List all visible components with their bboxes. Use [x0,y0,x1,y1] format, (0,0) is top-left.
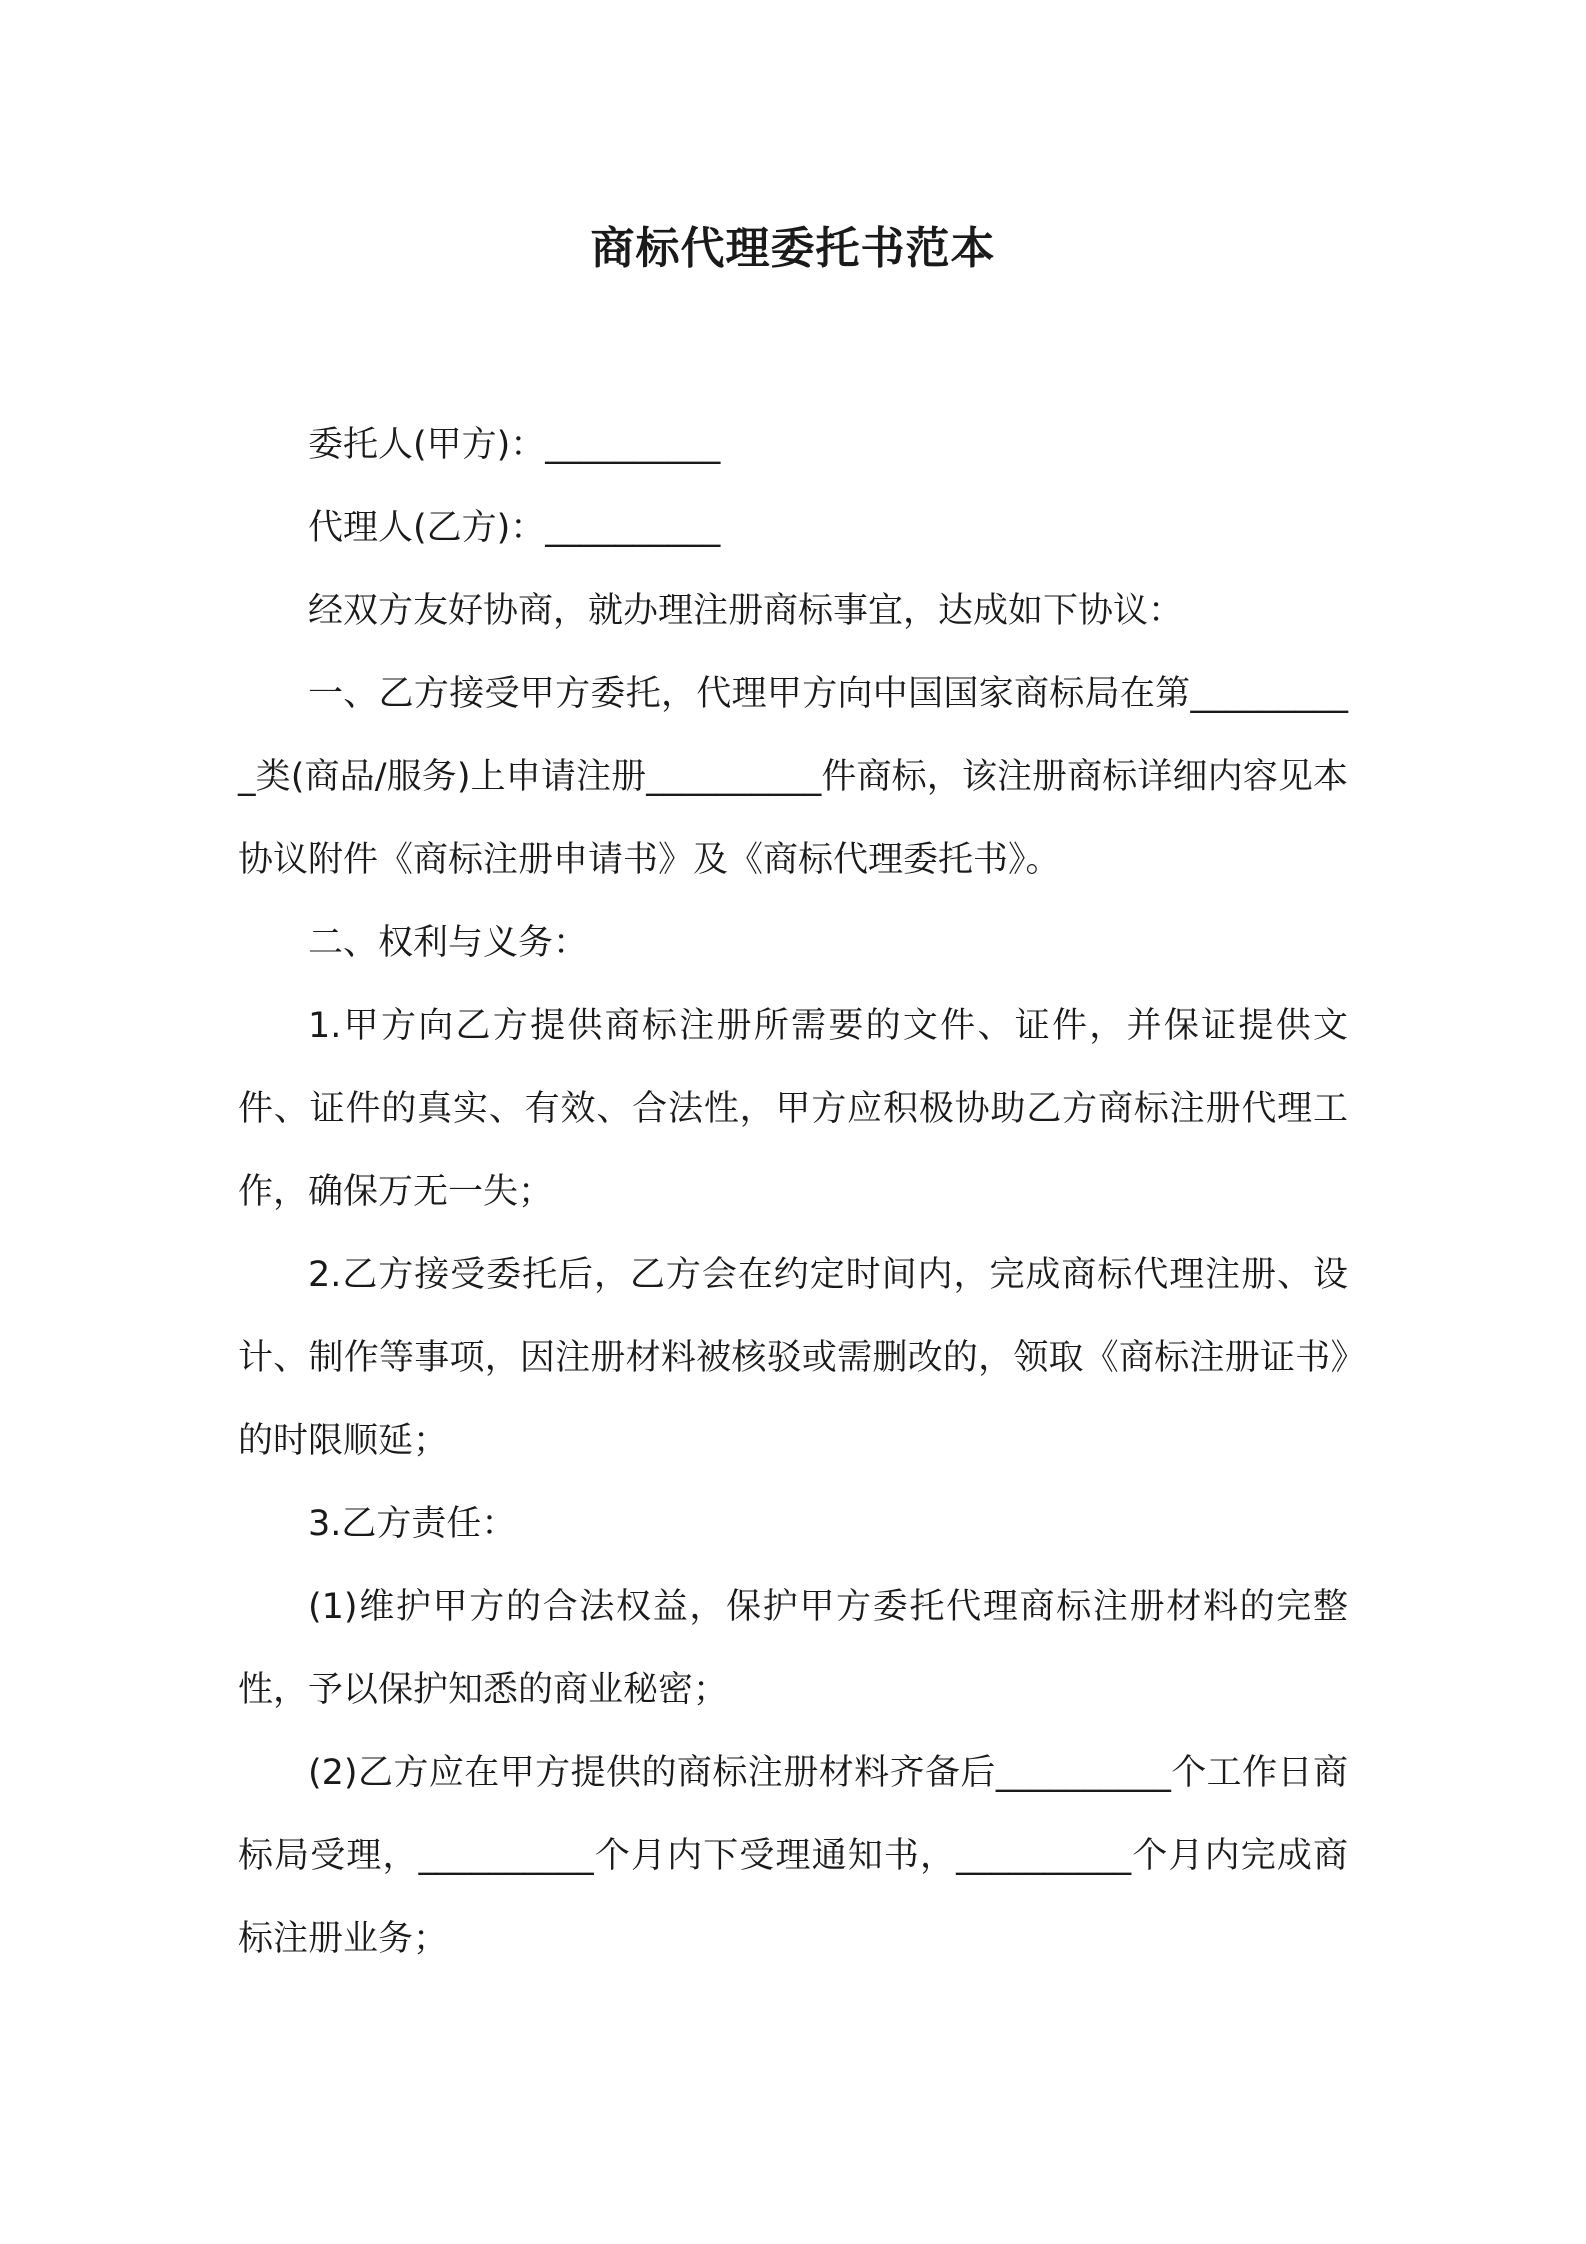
document-body [238,404,1348,1981]
clause-2-3-1: (1)维护甲方的合法权益，保护甲方委托代理商标注册材料的完整性，予以保护知悉的商业秘密； [238,1587,1348,1710]
clause-2-3-2: (2)乙方应在甲方提供的商标注册材料齐备后__________个工作日商标局受理，__________个月内下受理通知书，__________个月内完成商标注册业务； [238,1753,1348,1959]
document-title: 商标代理委托书范本 [590,223,996,274]
agreement-intro: 经双方友好协商，就办理注册商标事宜，达成如下协议： [308,591,1184,631]
clause-2-2: 2.乙方接受委托后，乙方会在约定时间内，完成商标代理注册、设计、制作等事项，因注册材料被核驳或需删改的，领取《商标注册证书》的时限顺延； [238,1255,1348,1461]
principal-line: 委托人(甲方)：__________ [308,425,721,465]
clause-2-1: 1.甲方向乙方提供商标注册所需要的文件、证件，并保证提供文件、证件的真实、有效、合法性，甲方应积极协助乙方商标注册代理工作，确保万无一失； [238,1006,1348,1212]
section-rights-heading: 二、权利与义务： [308,923,589,963]
clause-1: 一、乙方接受甲方委托，代理甲方向中国国家商标局在第__________类(商品/服务)上申请注册__________件商标，该注册商标详细内容见本协议附件《商标注册申请书》及《商标代理委托书》。 [238,674,1348,880]
agent-line: 代理人(乙方)：__________ [308,508,721,548]
clause-2-3-heading: 3.乙方责任： [308,1504,517,1544]
